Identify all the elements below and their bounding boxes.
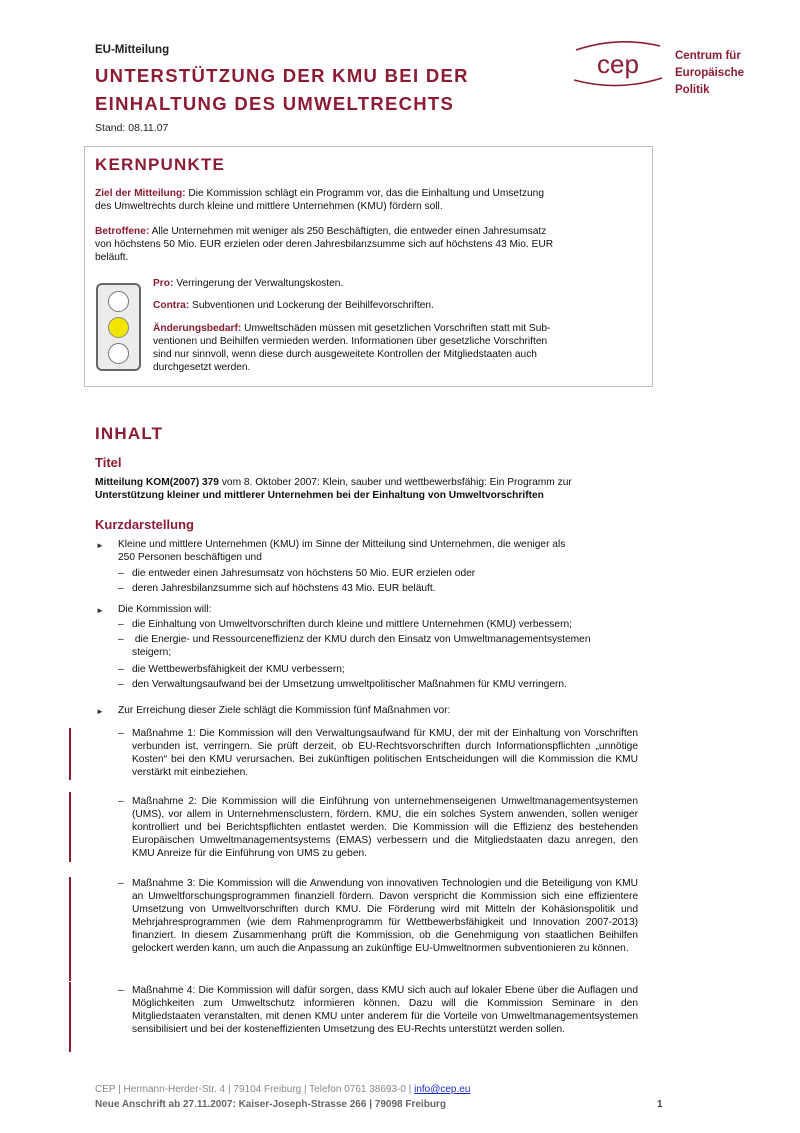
title-heading: Titel: [95, 455, 122, 470]
contra-text: Subventionen und Lockerung der Beihilfevorschriften.: [189, 300, 434, 311]
change-needed-label: Änderungsbedarf:: [153, 323, 242, 334]
page-number: 1: [657, 1099, 663, 1110]
affected-label: Betroffene:: [95, 226, 150, 237]
bullet-arrow-icon: ►: [96, 606, 104, 615]
cep-logo: [568, 38, 668, 88]
traffic-light-icon: [96, 283, 141, 371]
affected-paragraph: [95, 225, 643, 264]
measure-2: – Maßnahme 2: Die Kommission will die Einführung von unternehmenseigenen Umweltmanagementsystemen (UMS), vor allem in Unternehmensclustern, fördern. KMU, die ein solches System anwenden, sollen weniger kontrolliert und bei Berichtspflichten entlastet werden. Die Kommission will die Effizienz des bestehenden Europäischen Umweltmanagementsystems (EMAS) verbessern und die Mitgliedstaaten dazu anregen, den KMU Anreize für die Einführung von UMS zu geben.: [118, 796, 638, 859]
objective-paragraph: [95, 187, 643, 213]
pro-label: Pro:: [153, 278, 174, 289]
logo-text: [675, 48, 744, 99]
footer-new-address: Neue Anschrift ab 27.11.2007: Kaiser-Joseph-Strasse 266 | 79098 Freiburg: [95, 1099, 446, 1110]
traffic-light-bottom-lamp: [108, 343, 129, 364]
change-needed-text-4: durchgesetzt werden.: [153, 362, 251, 373]
traffic-light-yellow-lamp: [108, 317, 129, 338]
list-item: [118, 538, 648, 564]
change-marker-bar: [69, 728, 71, 780]
footer-address-text: CEP | Hermann-Herder-Str. 4 | 79104 Freiburg | Telefon 0761 38693-0 |: [95, 1084, 415, 1095]
sub-list-item: – die entweder einen Jahresumsatz von höchstens 50 Mio. EUR erzielen oder: [118, 567, 475, 580]
content-section-title: INHALT: [95, 424, 164, 443]
sub-list-item: – den Verwaltungsaufwand bei der Umsetzung umweltpolitischer Maßnahmen für KMU verringern.: [118, 678, 567, 691]
change-marker-bar: [69, 877, 71, 981]
footer-address: [95, 1084, 470, 1095]
change-marker-bar: [69, 982, 71, 1052]
objective-text-2: des Umweltrechts durch kleine und mittlere Unternehmen (KMU) fördern soll.: [95, 201, 443, 212]
contra-label: Contra:: [153, 300, 190, 311]
measure-3: – Maßnahme 3: Die Kommission will die Anwendung von innovativen Technologien und die Beteiligung von KMU an Umweltforschungsprogrammen finanziell fördern. Davon verspricht die Kommission sich eine effizientere Umsetzung von Umweltvorschriften durch KMU. Die Förderung wird mit Mitteln der Kohäsionspolitik und Mehrjahresprogrammen (wie dem Rahmenprogramm für Wettbewerbsfähigkeit und Innovation 2007-2013) finanziert. In diesem Zusammenhang prüft die Kommission, ob die Genehmigung von staatlichen Beihilfen gelockert werden kann, um auch die Anpassung an zukünftige EU-Umweltnormen subventionieren zu können.: [118, 878, 638, 954]
sub-list-item: – deren Jahresbilanzsumme sich auf höchstens 43 Mio. EUR beläuft.: [118, 582, 436, 595]
title-line-2: EINHALTUNG DES UMWELTRECHTS: [95, 93, 455, 114]
affected-text-3: beläuft.: [95, 252, 129, 263]
measure-4: – Maßnahme 4: Die Kommission will dafür sorgen, dass KMU sich auch auf lokaler Ebene über die Auflagen und Möglichkeiten zum Umweltschutz informieren können. Dazu will die Kommission Seminare in den Mitgliedstaaten veranstalten, mit denen KMU unter anderem für die Vorteile von Umweltmanagementsystemen sensibilisiert und bei der kosteneffizienten Umsetzung des EU-Rechts unterstützt werden sollen.: [118, 985, 638, 1035]
document-type-label: EU-Mitteilung: [95, 44, 170, 56]
document-reference: Mitteilung KOM(2007) 379: [95, 477, 219, 488]
sub-list-item: – die Energie- und Ressourceneffizienz der KMU durch den Einsatz von Umweltmanagementsystemen steigern;: [118, 633, 658, 659]
list-item-text: Kleine und mittlere Unternehmen (KMU) im Sinne der Mitteilung sind Unternehmen, die weniger als: [118, 539, 566, 550]
change-needed-text-3: sind nur sinnvoll, wenn diese durch ausgeweitete Kontrollen der Mitgliedstaaten auch: [153, 349, 537, 360]
sub-list-item: – die Wettbewerbsfähigkeit der KMU verbessern;: [118, 663, 345, 676]
bullet-arrow-icon: ►: [96, 541, 104, 550]
footer-email-link[interactable]: info@cep.eu: [414, 1084, 471, 1095]
title-text-bold: Unterstützung kleiner und mittlerer Unternehmen bei der Einhaltung von Umweltvorschriften: [95, 490, 544, 501]
list-item-text: 250 Personen beschäftigen und: [118, 552, 262, 563]
logo-line-1: Centrum für: [675, 50, 741, 62]
list-item: Die Kommission will:: [118, 604, 212, 615]
change-needed-text: Umweltschäden müssen mit gesetzlichen Vorschriften statt mit Sub-: [241, 323, 551, 334]
bullet-arrow-icon: ►: [96, 707, 104, 716]
sub-list-item: – die Einhaltung von Umweltvorschriften durch kleine und mittlere Unternehmen (KMU) verbessern;: [118, 618, 572, 631]
list-item: Zur Erreichung dieser Ziele schlägt die Kommission fünf Maßnahmen vor:: [118, 705, 451, 716]
title-line-1: UNTERSTÜTZUNG DER KMU BEI DER: [95, 65, 469, 86]
affected-text: Alle Unternehmen mit weniger als 250 Beschäftigten, die entweder einen Jahresumsatz: [149, 226, 547, 237]
affected-text-2: von höchstens 50 Mio. EUR erzielen oder deren Jahresbilanzsumme sich auf höchstens 43 Mio. EUR: [95, 239, 554, 250]
pro-text: Verringerung der Verwaltungskosten.: [173, 278, 344, 289]
change-marker-bar: [69, 792, 71, 862]
document-date: Stand: 08.11.07: [95, 122, 169, 134]
logo-line-3: Politik: [675, 84, 710, 96]
pro-paragraph: [153, 277, 641, 290]
logo-mark: cep: [597, 49, 639, 79]
change-needed-text-2: ventionen und Beihilfen vermieden werden. Informationen über gesetzliche Vorschriften: [153, 336, 548, 347]
measure-1: – Maßnahme 1: Die Kommission will den Verwaltungsaufwand für KMU, der mit der Einhaltung von Vorschriften verbunden ist, verringern. Sie prüft derzeit, ob EU-Rechtsvorschriften durch Informationspflichten „unnötige Kosten“ bei den KMU verursachen. Bei zukünftigen politischen Entscheidungen will die Kommission die KMU verstärkt mit einbeziehen.: [118, 728, 638, 778]
objective-text: Die Kommission schlägt ein Programm vor, das die Einhaltung und Umsetzung: [185, 188, 544, 199]
title-paragraph: [95, 476, 655, 502]
key-points-box: [84, 146, 653, 387]
summary-heading: Kurzdarstellung: [95, 517, 194, 532]
key-points-title: KERNPUNKTE: [95, 155, 226, 174]
change-needed-paragraph: [153, 322, 641, 374]
page-title: [95, 62, 469, 118]
traffic-light-top-lamp: [108, 291, 129, 312]
objective-label: Ziel der Mitteilung:: [95, 188, 186, 199]
logo-line-2: Europäische: [675, 67, 745, 79]
contra-paragraph: [153, 299, 641, 312]
title-text: vom 8. Oktober 2007: Klein, sauber und wettbewerbsfähig: Ein Programm zur: [218, 477, 572, 488]
